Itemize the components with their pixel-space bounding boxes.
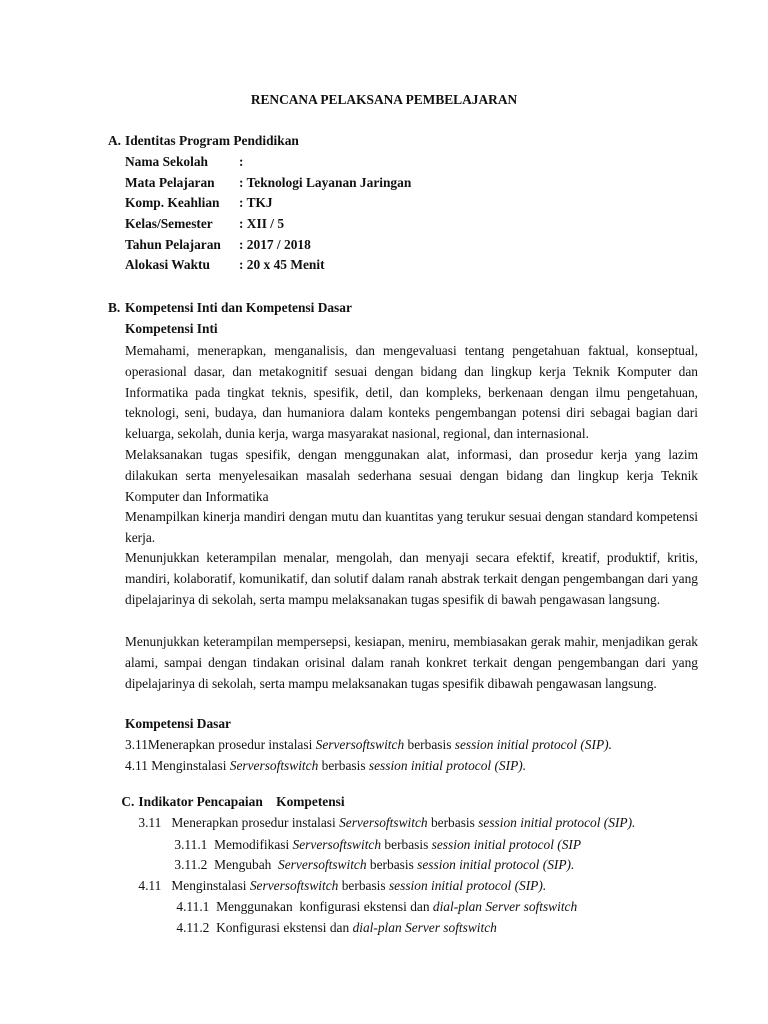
identity-row: Komp. Keahlian : TKJ: [125, 195, 273, 211]
section-a-heading: [108, 133, 299, 149]
identity-row: Tahun Pelajaran : 2017 / 2018: [125, 236, 311, 252]
section-a-label: A.: [108, 133, 122, 148]
section-c-label: C.: [121, 794, 135, 809]
identity-row: Kelas/Semester : XII / 5: [125, 216, 285, 232]
ki-paragraph-3: Menampilkan kinerja mandiri dengan mutu dan kuantitas yang terukur sesuai dengan standard kompetensi kerja.: [125, 509, 698, 545]
page-title: RENCANA PELAKSANA PEMBELAJARAN: [250, 92, 518, 107]
section-a-title: Identitas Program Pendidikan: [125, 133, 299, 148]
ki-paragraph-1: Memahami, menerapkan, menganalisis, dan mengevaluasi tentang pengetahuan faktual, konseptual, operasional dasar, dan metakognitif sesuai dengan bidang dan lingkup kerja Teknik Komputer dan Informatika pada tingkat teknis, spesifik, detil, dan kompleks, berkenaan dengan ilmu pengetahuan, teknologi, seni, budaya, dan humaniora dalam konteks pengembangan potensi diri sebagai bagian dari keluarga, sekolah, dunia kerja, warga masyarakat nasional, regional, dan internasional.: [125, 343, 698, 442]
kompetensi-inti-heading: Kompetensi Inti: [125, 321, 218, 336]
ki-paragraph-5: Menunjukkan keterampilan mempersepsi, kesiapan, meniru, membiasakan gerak mahir, menjadikan gerak alami, sampai dengan tindakan orisinal dalam ranah konkret terkait dengan pengembangan dari yang dipelajarinya di sekolah, serta mampu melaksanakan tugas spesifik dibawah pengawasan langsung.: [125, 634, 698, 691]
indicator-subitem: 4.11.2 Konfigurasi ekstensi dan dial-plan Server softswitch: [176, 920, 497, 935]
indicator-subitem: 3.11.1 Memodifikasi Serversoftswitch berbasis session initial protocol (SIP: [174, 837, 582, 852]
indicator-item: 4.11 Menginstalasi Serversoftswitch berbasis session initial protocol (SIP).: [138, 878, 547, 893]
section-c-title: Indikator Pencapaian Kompetensi: [138, 794, 345, 809]
indicator-item: 3.11 Menerapkan prosedur instalasi Serversoftswitch berbasis session initial protocol (SIP).: [138, 815, 636, 830]
kompetensi-dasar-heading: Kompetensi Dasar: [125, 716, 232, 731]
indicator-subitem: 4.11.1 Menggunakan konfigurasi ekstensi dan dial-plan Server softswitch: [176, 899, 578, 914]
ki-paragraph-2: Melaksanakan tugas spesifik, dengan menggunakan alat, informasi, dan prosedur kerja yang lazim dilakukan serta menyelesaikan masalah sederhana sesuai dengan bidang dan lingkup kerja Teknik Komputer dan Informatika: [125, 447, 698, 504]
identity-row: Mata Pelajaran : Teknologi Layanan Jaringan: [125, 174, 412, 190]
identity-row: Nama Sekolah :: [125, 154, 244, 169]
section-b-title: Kompetensi Inti dan Kompetensi Dasar: [125, 300, 352, 315]
ki-paragraph-4: Menunjukkan keterampilan menalar, mengolah, dan menyaji secara efektif, kreatif, produktif, kritis, mandiri, kolaboratif, komunikatif, dan solutif dalam ranah abstrak terkait dengan pengembangan dari yang dipelajarinya di sekolah, serta mampu melaksanakan tugas spesifik di bawah pengawasan langsung.: [125, 550, 698, 607]
identity-row: Alokasi Waktu : 20 x 45 Menit: [125, 257, 325, 273]
section-b-label: B.: [108, 300, 121, 315]
kd-item: 3.11Menerapkan prosedur instalasi Serversoftswitch berbasis session initial protocol (SIP).: [125, 737, 612, 752]
identity-table: [125, 154, 411, 278]
indicator-subitem: 3.11.2 Mengubah Serversoftswitch berbasis session initial protocol (SIP).: [174, 857, 575, 872]
kd-item: 4.11 Menginstalasi Serversoftswitch berbasis session initial protocol (SIP).: [125, 758, 527, 773]
section-b-heading: [108, 300, 352, 316]
